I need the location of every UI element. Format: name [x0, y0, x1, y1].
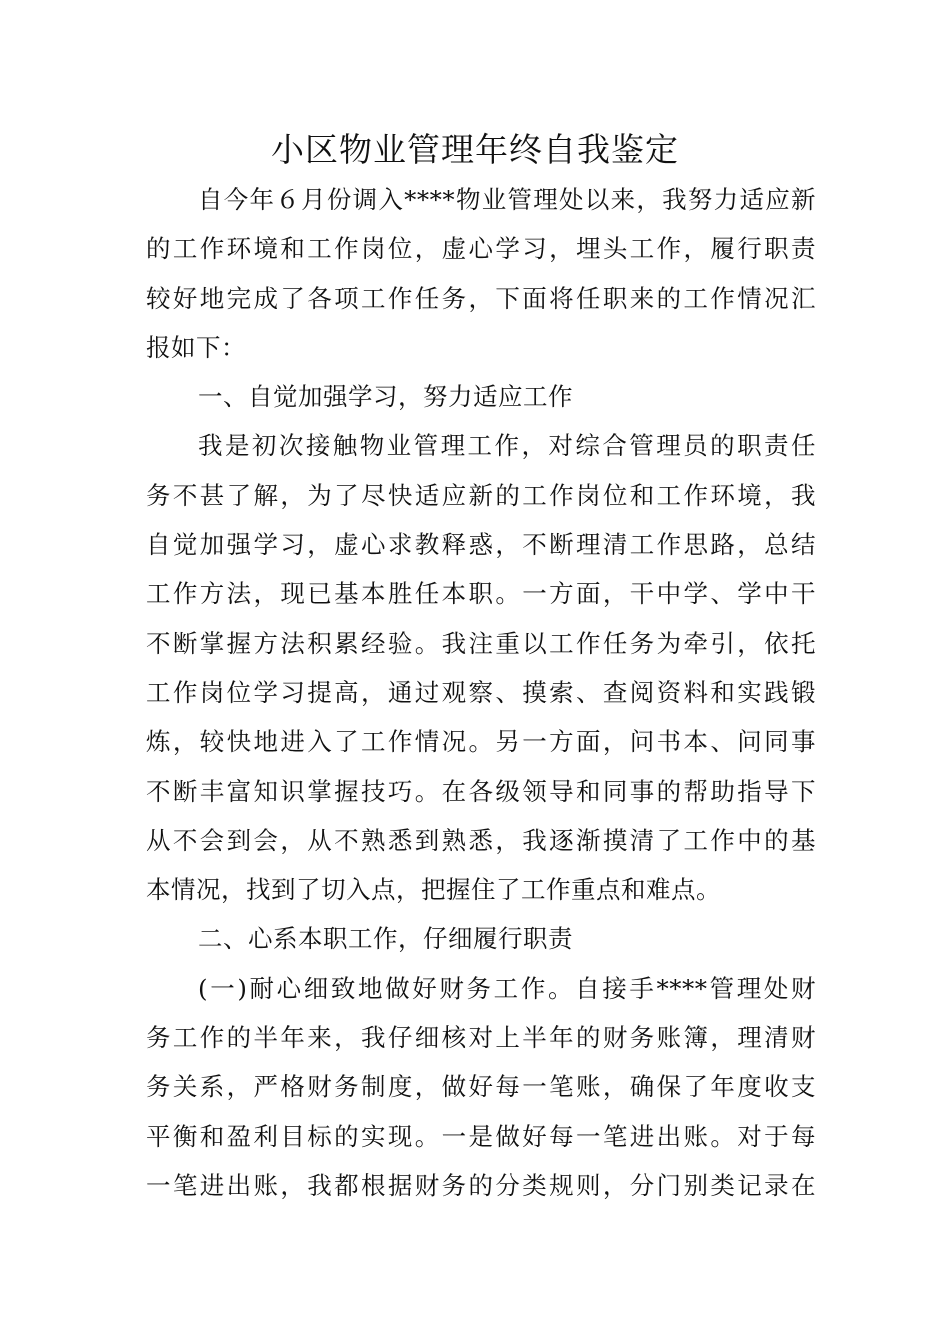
paragraph-line: 不断丰富知识掌握技巧。在各级领导和同事的帮助指导下 — [146, 776, 816, 806]
section-heading: 一、自觉加强学习，努力适应工作 — [198, 382, 573, 412]
paragraph-line: 本情况，找到了切入点，把握住了工作重点和难点。 — [146, 875, 721, 905]
document-body — [146, 175, 816, 1210]
document-title: 小区物业管理年终自我鉴定 — [271, 130, 679, 169]
paragraph-line: 我是初次接触物业管理工作，对综合管理员的职责任 — [198, 431, 816, 461]
paragraph-line: 炼，较快地进入了工作情况。另一方面，问书本、问同事 — [146, 727, 816, 757]
paragraph-line: 务关系，严格财务制度，做好每一笔账，确保了年度收支 — [146, 1072, 816, 1102]
paragraph-line: 报如下： — [146, 332, 246, 362]
paragraph-line: 较好地完成了各项工作任务，下面将任职来的工作情况汇 — [146, 283, 816, 313]
paragraph-line: 的工作环境和工作岗位，虚心学习，埋头工作，履行职责 — [146, 234, 816, 264]
paragraph-line: 平衡和盈利目标的实现。一是做好每一笔进出账。对于每 — [146, 1121, 816, 1151]
paragraph-line: (一)耐心细致地做好财务工作。自接手****管理处财 — [198, 973, 816, 1003]
section-heading: 二、心系本职工作，仔细履行职责 — [198, 924, 573, 954]
paragraph-line: 自今年６月份调入****物业管理处以来，我努力适应新 — [198, 185, 816, 214]
paragraph-line: 从不会到会，从不熟悉到熟悉，我逐渐摸清了工作中的基 — [146, 825, 816, 855]
paragraph-line: 工作岗位学习提高，通过观察、摸索、查阅资料和实践锻 — [146, 677, 816, 707]
paragraph-line: 不断掌握方法积累经验。我注重以工作任务为牵引，依托 — [146, 628, 816, 658]
paragraph-line: 务不甚了解，为了尽快适应新的工作岗位和工作环境，我 — [146, 480, 816, 510]
paragraph-line: 工作方法，现已基本胜任本职。一方面，干中学、学中干 — [146, 579, 816, 609]
paragraph-line: 一笔进出账，我都根据财务的分类规则，分门别类记录在 — [146, 1170, 816, 1200]
paragraph-line: 务工作的半年来，我仔细核对上半年的财务账簿，理清财 — [146, 1023, 816, 1053]
paragraph-line: 自觉加强学习，虚心求教释惑，不断理清工作思路，总结 — [146, 530, 816, 560]
